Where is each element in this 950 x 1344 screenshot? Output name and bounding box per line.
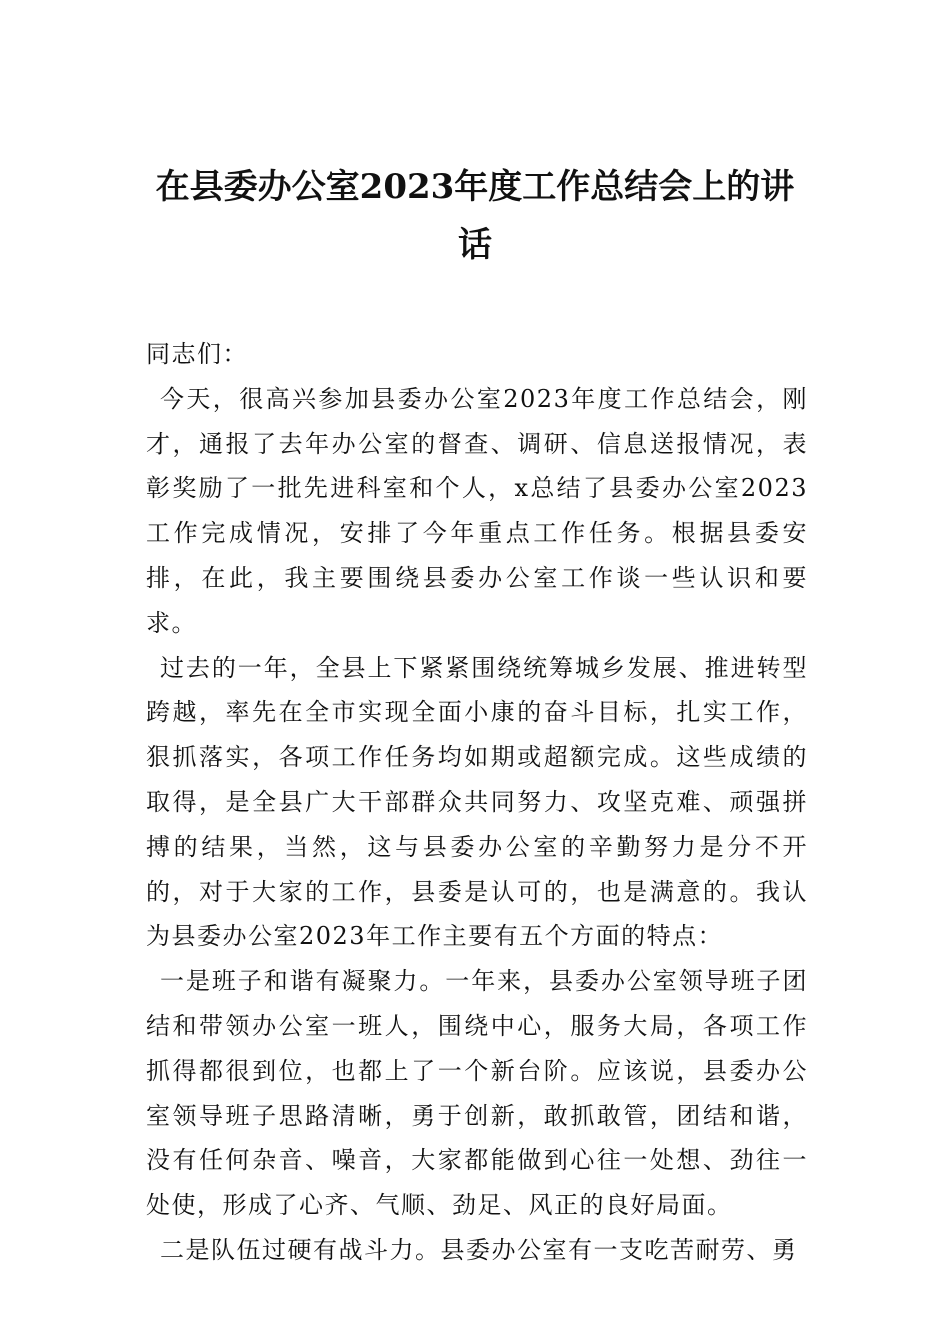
paragraph-point-two: 二是队伍过硬有战斗力。县委办公室有一支吃苦耐劳、勇 <box>160 1235 798 1264</box>
paragraph-point-one: 一是班子和谐有凝聚力。一年来，县委办公室领导班子团结和带领办公室一班人，围绕中心，服务大局，各项工作抓得都很到位，也都上了一个新台阶。应该说，县委办公室领导班子思路清晰，勇于创新，敢抓敢管，团结和谐，没有任何杂音、噪音，大家都能做到心往一处想、劲往一处使，形成了心齐、气顺、劲足、风正的良好局面。 <box>146 967 808 1220</box>
document-body <box>146 332 808 1273</box>
paragraph-past-year: 过去的一年，全县上下紧紧围绕统筹城乡发展、推进转型跨越，率先在全市实现全面小康的奋斗目标，扎实工作，狠抓落实，各项工作任务均如期或超额完成。这些成绩的取得，是全县广大干部群众共同努力、攻坚克难、顽强拼搏的结果，当然，这与县委办公室的辛勤努力是分不开的，对于大家的工作，县委是认可的，也是满意的。我认为县委办公室2023年工作主要有五个方面的特点： <box>146 653 808 951</box>
salutation: 同志们： <box>146 340 248 368</box>
paragraph-opening: 今天，很高兴参加县委办公室2023年度工作总结会，刚才，通报了去年办公室的督查、调研、信息送报情况，表彰奖励了一批先进科室和个人，x总结了县委办公室2023工作完成情况，安排了今年重点工作任务。根据县委安排，在此，我主要围绕县委办公室工作谈一些认识和要求。 <box>146 384 808 637</box>
document-title: 在县委办公室2023年度工作总结会上的讲话 <box>155 167 795 265</box>
